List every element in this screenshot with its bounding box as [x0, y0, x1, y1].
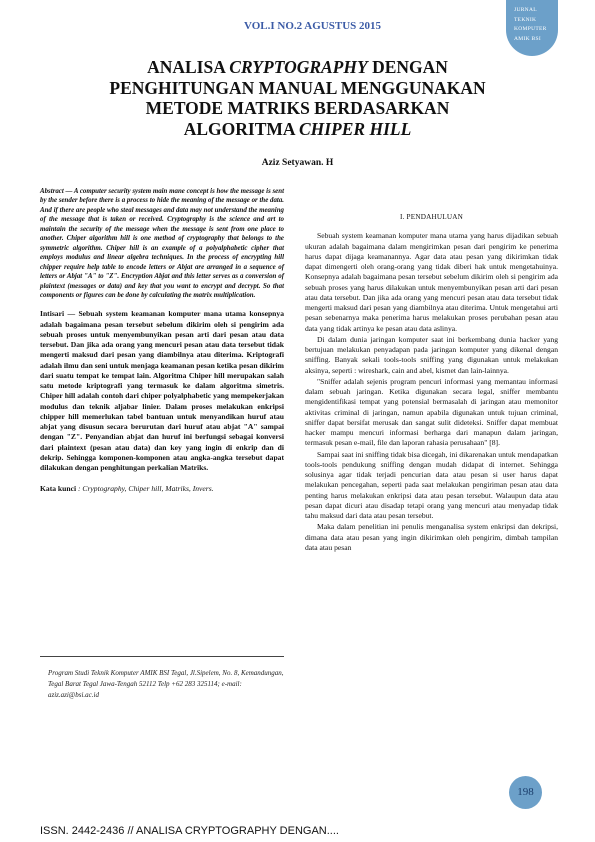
left-column — [40, 187, 284, 495]
paragraph: Maka dalam penelitian ini penulis menganalisa system enkripsi dan dekripsi, dimana data atau pesan yang ingin dikirimkan oleh pengirim, dimbah tampilan data atau pesan — [305, 522, 558, 552]
footnote-divider — [40, 656, 284, 657]
page-number: 198 — [509, 776, 542, 809]
badge-line: AMIK BSI — [514, 35, 541, 42]
journal-badge — [506, 0, 558, 56]
paragraph: Sampai saat ini sniffing tidak bisa dicegah, ini dikarenakan untuk mendapatkan tools-tools pendukung sniffing dengan mudah didapat di internet. Sehingga solusinya agar tidak terjadi pencurian data atau pesan si user harus dapat melakukan pencegahan, seperti pada saat melakukan pengiriman pesan atau data penting harus melakukan enkripsi data atau pesan tersebut. Walaupun data atau pesan dapat dicuri atau disadap tetapi orang yang mencuri atau menyadap tidak tahu maksud dari data atau pesan tersebut. — [305, 449, 558, 520]
badge-line: TEKNIK — [514, 16, 537, 23]
volume-header: VOL.I NO.2 AGUSTUS 2015 — [244, 20, 382, 32]
affiliation-footnote: Program Studi Teknik Komputer AMIK BSI Tegal, Jl.Sipelem, No. 8, Kemandungan, Tegal Barat Tegal Jawa-Tengah 52112 Telp +62 283 325114; e-mail: aziz.azi@bsi.ac.id — [48, 669, 284, 699]
title-line-4: ALGORITMA CHIPER HILL — [183, 118, 412, 139]
keywords-label: Kata kunci — [40, 484, 77, 494]
keywords-text: : Cryptography, Chiper hill, Matriks, Invers. — [77, 484, 214, 494]
badge-line: KOMPUTER — [514, 26, 547, 32]
title-line-1: ANALISA CRYPTOGRAPHY DENGAN — [147, 57, 448, 77]
right-column — [305, 212, 558, 554]
quote-paragraph: "Sniffer adalah sejenis program pencuri informasi yang memantau informasi dalam sebuah jaringan. Ketika digunakan secara legal, sniffer membantu mengidentifikasi tempat yang potensial bermasalah di jaringan atau memonitor aktivitas criminal di jaringan, namun apabila digunakan untuk tujuan criminal, sniffer dapat bersifat merusak dan sangat sulit dideteksi. Sniffer dapat membuat hacker mampu mencuri informasi berharga dari manapun dalam jaringan, termasuk pesan e-mail, file dan laporan rahasia perusahaan" [8]. — [305, 376, 558, 448]
badge-line: JURNAL — [514, 7, 537, 13]
paper-title — [60, 57, 535, 139]
paragraph: Sebuah system keamanan komputer mana utama yang harus dijadikan sebuah ukuran adalah bagaimana dalam mengirimkan pesan dari pengirim ke penerima harus dapat dijaga keamanannya. Agar data atau pesan yang dikirimkan tidak dapat dimengerti oleh orang-orang yang tidak diberi hak untuk mengetahuinya. Konsepnya adalah bagaimana pesan tersebut sebelum dikirim oleh si pengirim ada sebuah proses yang harus dilakukan untuk menyembunyikan pesan arti dari pesan atau data tersebut. Dan jika ada orang yang mencuri pesan atau data tersebut tidak mengerti maksud dari pesan yang diambilnya atau diterima. Untuk mengetahui arti pesan sebenarnya maka penerima harus melakukan proses perubahan pesan atau data yang tidak artinya ke pesan atau data aslinya. — [305, 231, 558, 333]
keywords — [40, 484, 284, 494]
intisari: Intisari — Sebuah system keamanan komputer mana utama konsepnya adalah bagaimana pesan tersebut sebelum dikirim oleh si pengirim ada sebuah proses untuk menyembunyikan pesan arti dari pesan atau data tersebut. Dan jika ada orang yang mencuri pesan atau data tersebut tidak mengerti maksud dari pesan yang diambilnya atau diterima. Kriptografi adalah ilmu dan seni untuk menjaga keamanan pesan ketika pesan dikirim dari suatu tempat ke tempat lain. Algoritma Chiper hill merupakan salah satu metode kriptografi yang termasuk ke dalam algoritma simetris. Chiper hill adalah contoh dari chiper polyalphabetic yang mempekerjakan modulus dan teknik aljabar linier. Dalam proses melakukan enkripsi chipper hill memerlukan tabel bantuan untuk menyandikan huruf atau abjat yang disusun secara berurutan dari huruf atau abjat "A" sampai dengan "Z". Penyandian abjat dan huruf ini berfungsi sebagai konversi dari plaintext (pesan atau data) dan key yang ingin di enkrip dan di dekrip. Sehingga komponen-komponen atau angka-angka tersebut dapat dilakukan dengan penghitungan perkalian Matriks. — [40, 309, 284, 473]
abstract: Abstract — A computer security system main mane concept is how the message is sent by the sender before there is a process to hide the meaning of the message or the data. And if there are people who steal messages and data may not understand the meaning of the message that is taken or received. Cryptography is the science and art to maintain the security of the message when the message is sent from one place to another. Chiper algorithm hill is one method of cryptography that belongs to the symmetric algorithm. Chiper hill is an example of a polyalphabetic cipher that employs modulus and linear algebra techniques. In the process of encrypting hill chipper require help table to encode letters or Abjat are arranged in a sequence of letters or Abjat "A" to "Z". Encryption Abjat and this letter serves as a conversion of plaintext (messages or data) and key that you want to encrypt and decrypt. So that components or figures can be done by calculating the matrix multiplication. — [40, 188, 284, 299]
section-heading: I. PENDAHULUAN — [399, 213, 464, 221]
title-line-2: PENGHITUNGAN MANUAL MENGGUNAKAN — [109, 77, 486, 98]
paragraph: Di dalam dunia jaringan komputer saat ini berkembang dunia hacker yang bertujuan melakukan penyadapan pada jaringan komputer yang dikenal dengan sniffing. Banyak sekali tools-tools sniffing yang digunakan untuk melakukan aksinya, seperti : wireshark, cain and abel, kismet dan lain-lainnya. — [305, 334, 558, 375]
author-name: Aziz Setyawan. H — [261, 158, 334, 168]
title-line-3: METODE MATRIKS BERDASARKAN — [145, 98, 450, 118]
footer-issn: ISSN. 2442-2436 // ANALISA CRYPTOGRAPHY DENGAN.... — [40, 825, 339, 837]
